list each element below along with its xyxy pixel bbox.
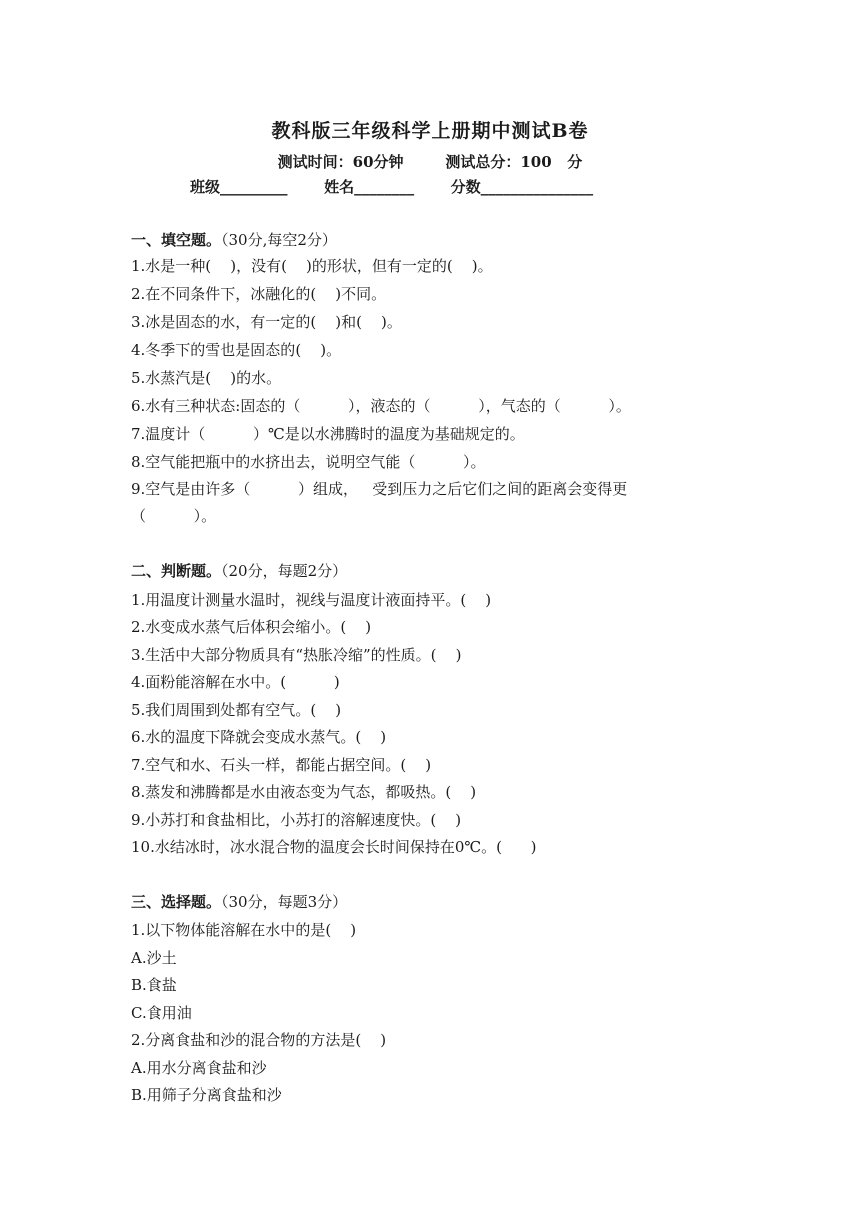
exam-meta-line: [0, 151, 860, 172]
fill-item-6: 6.水有三种状态:固态的（ ），液态的（ ），气态的（ ）。: [131, 397, 631, 415]
name-field: 姓名________: [324, 178, 415, 196]
judge-item-3: 3.生活中大部分物质具有“热胀冷缩”的性质。( ): [131, 646, 462, 664]
section-choice-heading: 三、选择题。（30分，每题3分）: [131, 893, 348, 911]
section-judge-heading: 二、判断题。（20分，每题2分）: [131, 562, 348, 580]
fill-item-5: 5.水蒸汽是( )的水。: [131, 369, 282, 387]
fill-item-8: 8.空气能把瓶中的水挤出去，说明空气能（ ）。: [131, 453, 486, 471]
test-total-score: 测试总分：100 分: [445, 153, 583, 171]
choice-option-2b: B.用筛子分离食盐和沙: [131, 1086, 282, 1104]
fill-item-9: 9.空气是由许多（ ）组成， 受到压力之后它们之间的距离会变得更: [131, 480, 628, 498]
fill-item-4: 4.冬季下的雪也是固态的( )。: [131, 341, 342, 359]
judge-item-6: 6.水的温度下降就会变成水蒸气。( ): [131, 728, 387, 746]
judge-item-9: 9.小苏打和食盐相比，小苏打的溶解速度快。( ): [131, 811, 462, 829]
fill-item-9-cont: （ ）。: [131, 507, 217, 525]
judge-item-10: 10.水结冰时，冰水混合物的温度会长时间保持在0℃。( ): [131, 838, 537, 856]
choice-option-2a: A.用水分离食盐和沙: [131, 1059, 267, 1077]
choice-option-1a: A.沙土: [131, 949, 177, 967]
exam-title: 教科版三年级科学上册期中测试B卷: [271, 120, 589, 142]
choice-item-1: 1.以下物体能溶解在水中的是( ): [131, 921, 357, 939]
judge-item-7: 7.空气和水、石头一样，都能占据空间。( ): [131, 756, 432, 774]
judge-item-1: 1.用温度计测量水温时，视线与温度计液面持平。( ): [131, 591, 492, 609]
class-field: 班级_________: [190, 178, 288, 196]
score-field: 分数_______________: [450, 178, 594, 196]
choice-option-1c: C.食用油: [131, 1004, 192, 1022]
test-time: 测试时间：60分钟: [277, 153, 404, 171]
section-fill-heading: 一、填空题。（30分,每空2分）: [131, 231, 337, 249]
judge-item-5: 5.我们周围到处都有空气。( ): [131, 701, 342, 719]
fill-item-1: 1.水是一种( )，没有( )的形状，但有一定的( )。: [131, 257, 493, 275]
choice-item-2: 2.分离食盐和沙的混合物的方法是( ): [131, 1031, 387, 1049]
fill-item-3: 3.冰是固态的水，有一定的( )和( )。: [131, 313, 402, 331]
judge-item-2: 2.水变成水蒸气后体积会缩小。( ): [131, 618, 372, 636]
choice-option-1b: B.食盐: [131, 976, 177, 994]
judge-item-8: 8.蒸发和沸腾都是水由液态变为气态，都吸热。( ): [131, 783, 477, 801]
student-info-line: [190, 176, 593, 197]
fill-item-2: 2.在不同条件下，冰融化的( )不同。: [131, 285, 387, 303]
judge-item-4: 4.面粉能溶解在水中。( ): [131, 673, 340, 691]
fill-item-7: 7.温度计（ ）℃是以水沸腾时的温度为基础规定的。: [131, 425, 525, 443]
